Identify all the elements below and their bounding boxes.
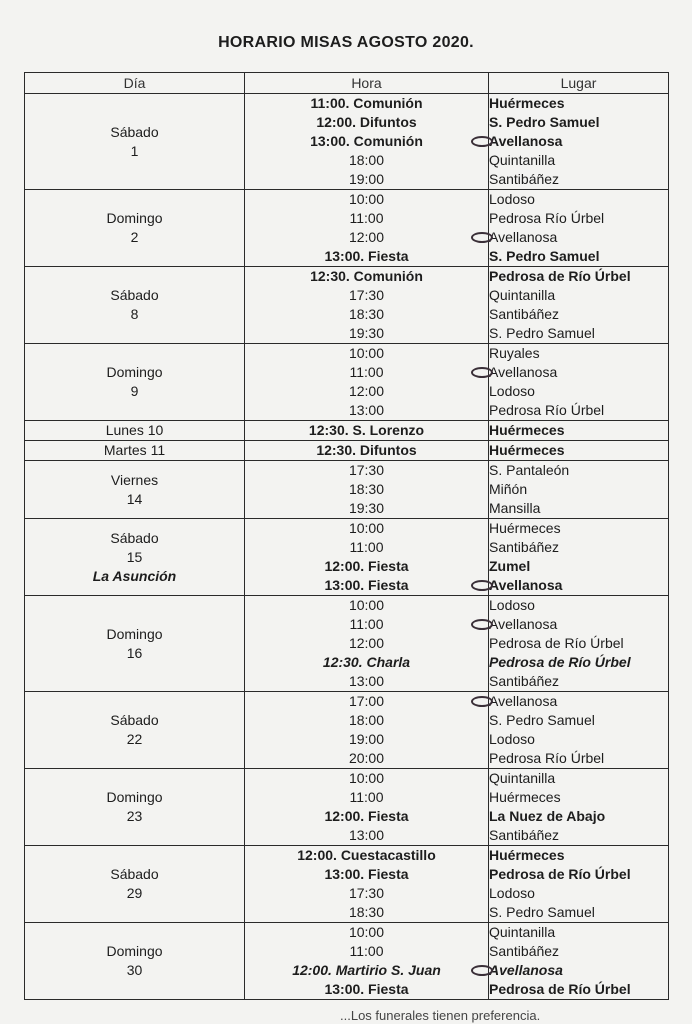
- mass-place: Santibáñez: [489, 673, 560, 689]
- mass-time: 17:30: [348, 462, 385, 478]
- mass-time: 11:00: [349, 364, 384, 380]
- mass-time: 10:00: [348, 191, 385, 207]
- mass-time: 13:00. Fiesta: [324, 248, 409, 264]
- mass-place: Huérmeces: [489, 442, 565, 458]
- mass-place: Lodoso: [489, 191, 535, 207]
- mass-place: Mansilla: [489, 500, 541, 516]
- day-name: Lunes 10: [105, 422, 164, 438]
- day-cell: [25, 267, 245, 344]
- mass-time: 12:30. Comunión: [310, 268, 423, 284]
- day-number: 2: [130, 229, 139, 245]
- schedule-row: [25, 923, 669, 1000]
- header-day: Día: [25, 73, 245, 94]
- mass-time: 13:00: [348, 402, 385, 418]
- day-cell: [25, 519, 245, 596]
- hour-cell: [245, 267, 489, 344]
- mass-time: 17:30: [348, 885, 385, 901]
- page-title: HORARIO MISAS AGOSTO 2020.: [218, 34, 474, 51]
- mass-time: 11:00: [349, 789, 384, 805]
- header-place: Lugar: [489, 73, 669, 94]
- mass-place: La Nuez de Abajo: [489, 808, 606, 824]
- mass-time: 13:00. Fiesta: [324, 866, 409, 882]
- day-cell: [25, 344, 245, 421]
- day-number: 23: [126, 808, 143, 824]
- schedule-row: [25, 769, 669, 846]
- mass-time: 10:00: [348, 770, 385, 786]
- place-cell: [489, 267, 669, 344]
- day-number: 1: [130, 142, 139, 159]
- schedule-row: [25, 94, 669, 190]
- mass-place: Quintanilla: [489, 152, 556, 168]
- day-cell: [25, 190, 245, 267]
- mass-time: 12:00. Martirio S. Juan: [292, 962, 441, 978]
- mass-place: Avellanosa: [489, 364, 558, 380]
- mass-time: 19:30: [348, 500, 385, 516]
- mass-time: 13:00: [348, 673, 385, 689]
- mass-place: Pedrosa Río Úrbel: [489, 750, 605, 766]
- hour-cell: [245, 596, 489, 692]
- hour-cell: [245, 421, 489, 441]
- mass-place: Lodoso: [489, 597, 535, 613]
- day-cell: [25, 441, 245, 461]
- day-name: Viernes: [110, 471, 159, 488]
- mass-time: 19:00: [348, 731, 385, 747]
- day-name: Domingo: [106, 210, 163, 226]
- hour-cell: [245, 461, 489, 519]
- day-cell: [25, 692, 245, 769]
- mass-place: S. Pedro Samuel: [489, 325, 595, 341]
- schedule-row: [25, 421, 669, 441]
- place-cell: [489, 846, 669, 923]
- day-name: Domingo: [106, 943, 163, 959]
- mass-place: Santibáñez: [489, 943, 560, 959]
- mass-time: 10:00: [348, 597, 385, 613]
- schedule-row: [25, 461, 669, 519]
- circle-mark-icon: [471, 696, 493, 707]
- mass-time: 11:00. Comunión: [310, 95, 423, 111]
- place-cell: [489, 421, 669, 441]
- day-cell: [25, 923, 245, 1000]
- mass-place: Pedrosa de Río Úrbel: [489, 268, 631, 284]
- mass-place: Avellanosa: [489, 229, 558, 245]
- day-number: 16: [126, 644, 143, 661]
- mass-place: Pedrosa Río Úrbel: [489, 402, 605, 418]
- mass-place: Avellanosa: [489, 693, 558, 709]
- schedule-row: [25, 596, 669, 692]
- mass-time: 18:30: [348, 481, 385, 497]
- mass-place: Huérmeces: [489, 422, 565, 438]
- day-name: Domingo: [106, 364, 163, 380]
- mass-place: S. Pedro Samuel: [489, 712, 595, 728]
- mass-place: Lodoso: [489, 383, 535, 399]
- mass-place: S. Pedro Samuel: [489, 904, 595, 920]
- mass-time: 19:00: [348, 171, 385, 187]
- mass-time: 12:30. Difuntos: [316, 442, 417, 458]
- day-number: 14: [126, 490, 143, 507]
- mass-place: Pedrosa de Río Úrbel: [489, 981, 631, 997]
- hour-cell: [245, 692, 489, 769]
- hour-cell: [245, 94, 489, 190]
- schedule-row: [25, 190, 669, 267]
- day-name: Sábado: [110, 123, 159, 140]
- day-name: Domingo: [106, 789, 163, 805]
- mass-place: Santibáñez: [489, 171, 560, 187]
- mass-time: 13:00. Fiesta: [324, 981, 409, 997]
- mass-place: Avellanosa: [489, 133, 563, 149]
- mass-time: 19:30: [348, 325, 385, 341]
- day-number: 30: [126, 962, 143, 978]
- mass-time: 12:00. Difuntos: [316, 114, 417, 130]
- schedule-row: [25, 344, 669, 421]
- mass-time: 12:00. Fiesta: [324, 558, 409, 574]
- hour-cell: [245, 190, 489, 267]
- mass-time: 12:00: [348, 383, 385, 399]
- mass-place: Avellanosa: [489, 962, 563, 978]
- place-cell: [489, 441, 669, 461]
- mass-place: Quintanilla: [489, 924, 556, 940]
- place-cell: [489, 692, 669, 769]
- day-cell: [25, 421, 245, 441]
- day-number: 29: [126, 885, 143, 901]
- day-name: Sábado: [110, 866, 159, 882]
- mass-place: Quintanilla: [489, 770, 556, 786]
- day-number: 15: [126, 548, 143, 565]
- hour-cell: [245, 923, 489, 1000]
- hour-cell: [245, 441, 489, 461]
- mass-time: 17:00: [348, 693, 385, 709]
- day-number: 8: [130, 306, 139, 322]
- hour-cell: [245, 344, 489, 421]
- mass-time: 12:30. Charla: [322, 654, 411, 670]
- schedule-row: [25, 519, 669, 596]
- mass-time: 13:00. Fiesta: [324, 577, 409, 593]
- place-cell: [489, 596, 669, 692]
- mass-place: Pedrosa de Río Úrbel: [489, 635, 624, 651]
- mass-place: Huérmeces: [489, 789, 561, 805]
- feast-name: La Asunción: [92, 567, 177, 584]
- place-cell: [489, 190, 669, 267]
- footer-note: ...Los funerales tienen preferencia.: [340, 1008, 541, 1023]
- mass-place: Lodoso: [489, 731, 535, 747]
- day-name: Sábado: [110, 529, 159, 546]
- circle-mark-icon: [471, 232, 493, 243]
- mass-place: Lodoso: [489, 885, 535, 901]
- mass-time: 18:00: [348, 712, 385, 728]
- hour-cell: [245, 846, 489, 923]
- mass-place: S. Pedro Samuel: [489, 248, 600, 264]
- mass-time: 13:00: [348, 827, 385, 843]
- mass-place: Huérmeces: [489, 847, 565, 863]
- day-cell: [25, 461, 245, 519]
- hour-cell: [245, 769, 489, 846]
- mass-place: Quintanilla: [489, 287, 556, 303]
- day-number: 22: [126, 731, 143, 747]
- mass-time: 10:00: [348, 924, 385, 940]
- mass-place: Santibáñez: [489, 827, 560, 843]
- mass-time: 17:30: [348, 287, 385, 303]
- mass-place: Ruyales: [489, 345, 540, 361]
- day-cell: [25, 769, 245, 846]
- place-cell: [489, 923, 669, 1000]
- circle-mark-icon: [471, 619, 493, 630]
- place-cell: [489, 769, 669, 846]
- mass-time: 18:00: [348, 152, 385, 168]
- day-name: Domingo: [106, 625, 163, 642]
- mass-place: S. Pedro Samuel: [489, 114, 600, 130]
- header-row: [25, 73, 669, 94]
- schedule-row: [25, 441, 669, 461]
- day-cell: [25, 596, 245, 692]
- day-cell: [25, 846, 245, 923]
- day-number: 9: [130, 383, 139, 399]
- mass-place: Pedrosa de Río Úrbel: [489, 866, 631, 882]
- mass-time: 11:00: [349, 210, 384, 226]
- mass-time: 12:00. Fiesta: [324, 808, 409, 824]
- mass-time: 18:30: [348, 904, 385, 920]
- day-name: Martes 11: [103, 442, 166, 458]
- mass-time: 20:00: [348, 750, 385, 766]
- place-cell: [489, 94, 669, 190]
- mass-time: 13:00. Comunión: [310, 133, 423, 149]
- circle-mark-icon: [471, 580, 493, 591]
- schedule-row: [25, 846, 669, 923]
- mass-time: 11:00: [349, 539, 384, 555]
- circle-mark-icon: [471, 965, 493, 976]
- mass-time: 12:00: [348, 635, 385, 651]
- place-cell: [489, 519, 669, 596]
- mass-place: Avellanosa: [489, 577, 563, 593]
- mass-time: 10:00: [348, 345, 385, 361]
- mass-time: 12:30. S. Lorenzo: [308, 422, 425, 438]
- mass-place: Huérmeces: [489, 95, 565, 111]
- mass-time: 11:00: [349, 943, 384, 959]
- mass-place: Avellanosa: [489, 616, 558, 632]
- mass-time: 12:00. Cuestacastillo: [297, 847, 436, 863]
- header-hour: Hora: [245, 73, 489, 94]
- schedule-row: [25, 267, 669, 344]
- mass-place: Santibáñez: [489, 306, 560, 322]
- place-cell: [489, 344, 669, 421]
- mass-place: Huérmeces: [489, 520, 561, 536]
- circle-mark-icon: [471, 136, 493, 147]
- circle-mark-icon: [471, 367, 493, 378]
- mass-place: Miñón: [489, 481, 528, 497]
- mass-place: Zumel: [489, 558, 531, 574]
- mass-time: 11:00: [349, 616, 384, 632]
- mass-time: 10:00: [348, 520, 385, 536]
- mass-time: 12:00: [348, 229, 385, 245]
- mass-time: 18:30: [348, 306, 385, 322]
- schedule-row: [25, 692, 669, 769]
- hour-cell: [245, 519, 489, 596]
- day-name: Sábado: [110, 287, 159, 303]
- day-cell: [25, 94, 245, 190]
- mass-place: Pedrosa Río Úrbel: [489, 210, 605, 226]
- day-name: Sábado: [110, 712, 159, 728]
- mass-place: S. Pantaleón: [489, 462, 570, 478]
- mass-place: Pedrosa de Río Úrbel: [489, 654, 631, 670]
- place-cell: [489, 461, 669, 519]
- mass-schedule-table: [24, 72, 669, 1000]
- mass-place: Santibáñez: [489, 539, 560, 555]
